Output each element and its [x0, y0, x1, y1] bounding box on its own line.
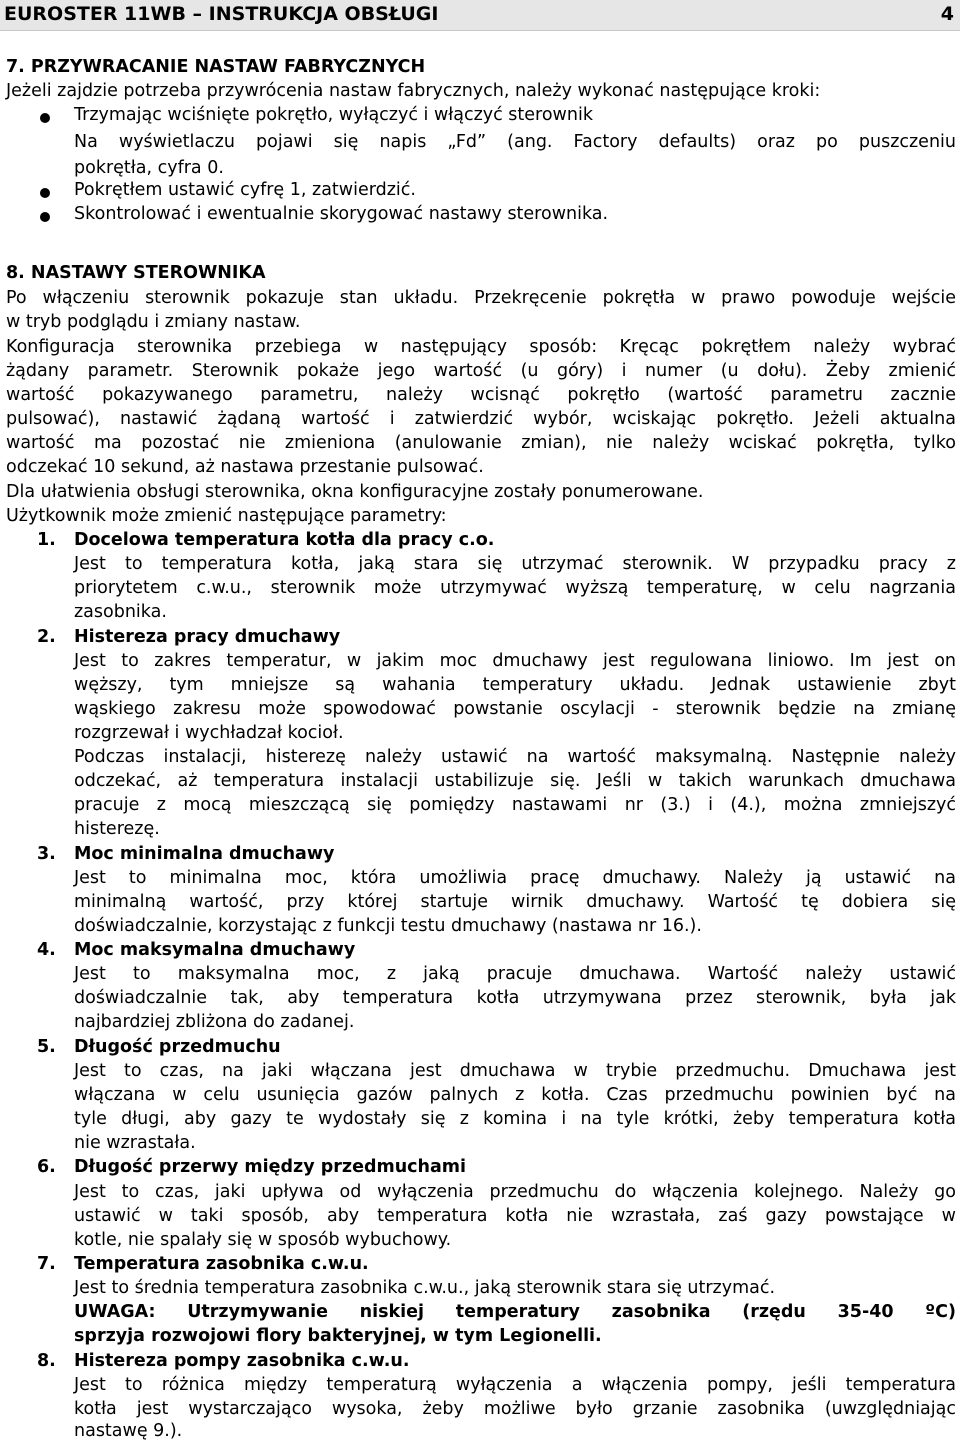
- item-number: 4.: [37, 940, 56, 960]
- section-7-intro: Jeżeli zajdzie potrzeba przywrócenia nastaw fabrycznych, należy wykonać następujące kroki:: [6, 81, 821, 101]
- item-title: Moc minimalna dmuchawy: [74, 844, 335, 864]
- item-text: doświadczalnie tak, aby temperatura kotła utrzymywana przez sterownik, była jak: [74, 988, 956, 1008]
- item-title: Temperatura zasobnika c.w.u.: [74, 1254, 369, 1274]
- item-title: Moc maksymalna dmuchawy: [74, 940, 356, 960]
- item-number: 3.: [37, 844, 56, 864]
- bullet-dot: [40, 113, 50, 123]
- page-header: [0, 0, 960, 31]
- paragraph: Użytkownik może zmienić następujące parametry:: [6, 506, 447, 526]
- document-title: EUROSTER 11WB – INSTRUKCJA OBSŁUGI: [4, 3, 439, 25]
- item-text: najbardziej zbliżona do zadanej.: [74, 1012, 355, 1032]
- bullet-dot: [40, 212, 50, 222]
- item-text: doświadczalnie, korzystając z funkcji testu dmuchawy (nastawa nr 16.).: [74, 916, 702, 936]
- item-text: Jest to różnica między temperaturą wyłączenia a włączenia pompy, jeśli temperatura: [74, 1375, 956, 1395]
- item-text: Jest to zakres temperatur, w jakim moc dmuchawy jest regulowana liniowo. Im jest on: [74, 651, 956, 671]
- item-text: kotle, nie spalały się w sposób wybuchowy.: [74, 1230, 452, 1250]
- item-text: histerezę.: [74, 819, 160, 839]
- step-1-continuation: pokrętła, cyfra 0.: [74, 158, 224, 178]
- item-text: priorytetem c.w.u., sterownik może utrzymywać wyższą temperaturę, w celu nagrzania: [74, 578, 956, 598]
- item-text: Jest to minimalna moc, która umożliwia pracę dmuchawy. Należy ją ustawić na: [74, 868, 956, 888]
- item-text: nie wzrastała.: [74, 1133, 196, 1153]
- step-1: Trzymając wciśnięte pokrętło, wyłączyć i włączyć sterownik: [74, 105, 593, 125]
- paragraph: Po włączeniu sterownik pokazuje stan układu. Przekręcenie pokrętła w prawo powoduje wejście: [6, 288, 956, 308]
- item-text: Podczas instalacji, histerezę należy ustawić na wartość maksymalną. Następnie należy: [74, 747, 956, 767]
- item-text: tyle długi, aby gazy te wydostały się z komina i na tyle krótki, żeby temperatura kotła: [74, 1109, 956, 1129]
- page-number: 4: [940, 3, 954, 25]
- item-text: kotła jest wystarczająco wysoka, żeby możliwe było grzanie zasobnika (uwzględniając: [74, 1399, 956, 1419]
- item-number: 5.: [37, 1037, 56, 1057]
- item-text: minimalną wartość, przy której startuje wirnik dmuchawy. Wartość tę dobiera się: [74, 892, 956, 912]
- item-text: Jest to temperatura kotła, jaką stara się utrzymać sterownik. W przypadku pracy z: [74, 554, 956, 574]
- item-title: Długość przerwy między przedmuchami: [74, 1157, 467, 1177]
- item-number: 1.: [37, 530, 56, 550]
- item-number: 6.: [37, 1157, 56, 1177]
- item-text: rozgrzewał i wychładzał kocioł.: [74, 723, 344, 743]
- item-text: włączana w celu usunięcia gazów palnych z kotła. Czas przedmuchu powinien być na: [74, 1085, 956, 1105]
- item-text: Jest to czas, na jaki włączana jest dmuchawa w trybie przedmuchu. Dmuchawa jest: [74, 1061, 956, 1081]
- item-text: odczekać, aż temperatura instalacji ustabilizuje się. Jeśli w takich warunkach dmuchawa: [74, 771, 956, 791]
- section-7-heading: 7. PRZYWRACANIE NASTAW FABRYCZNYCH: [6, 57, 426, 77]
- warning-text: sprzyja rozwojowi flory bakteryjnej, w tym Legionelli.: [74, 1326, 602, 1346]
- paragraph: Dla ułatwienia obsługi sterownika, okna konfiguracyjne zostały ponumerowane.: [6, 482, 704, 502]
- paragraph: wartość pokazywanego parametru, należy wcisnąć pokrętło (wartość parametru zacznie: [6, 385, 956, 405]
- item-number: 2.: [37, 627, 56, 647]
- step-2: Pokrętłem ustawić cyfrę 1, zatwierdzić.: [74, 180, 416, 200]
- step-3: Skontrolować i ewentualnie skorygować nastawy sterownika.: [74, 204, 609, 224]
- item-text: Jest to maksymalna moc, z jaką pracuje dmuchawa. Wartość należy ustawić: [74, 964, 956, 984]
- item-number: 7.: [37, 1254, 56, 1274]
- item-title: Docelowa temperatura kotła dla pracy c.o.: [74, 530, 495, 550]
- item-text: zasobnika.: [74, 602, 167, 622]
- paragraph: w tryb podglądu i zmiany nastaw.: [6, 312, 301, 332]
- item-number: 8.: [37, 1351, 56, 1371]
- paragraph: Konfiguracja sterownika przebiega w następujący sposób: Kręcąc pokrętłem należy wybrać: [6, 337, 956, 357]
- paragraph: żądany parametr. Sterownik pokaże jego wartość (u góry) i numer (u dołu). Żeby zmienić: [6, 361, 956, 381]
- paragraph: wartość ma pozostać nie zmieniona (anulowanie zmian), nie należy wciskać pokrętła, tylko: [6, 433, 956, 453]
- item-text: Jest to średnia temperatura zasobnika c.w.u., jaką sterownik stara się utrzymać.: [74, 1278, 776, 1298]
- paragraph: pulsować), nastawić żądaną wartość i zatwierdzić wybór, wciskając pokrętło. Jeżeli aktualna: [6, 409, 956, 429]
- bullet-dot: [40, 188, 50, 198]
- item-text: ustawić w taki sposób, aby temperatura kotła nie wzrastała, zaś gazy powstające w: [74, 1206, 956, 1226]
- item-text: pracuje z mocą mieszczącą się pomiędzy nastawami nr (3.) i (4.), można zmniejszyć: [74, 795, 956, 815]
- section-8-heading: 8. NASTAWY STEROWNIKA: [6, 263, 266, 283]
- step-1-continuation: Na wyświetlaczu pojawi się napis „Fd” (ang. Factory defaults) oraz po puszczeniu: [74, 132, 956, 152]
- item-text: węższy, tym mniejsze są wahania temperatury układu. Jednak ustawienie zbyt: [74, 675, 956, 695]
- item-text: Jest to czas, jaki upływa od wyłączenia przedmuchu do włączenia kolejnego. Należy go: [74, 1182, 956, 1202]
- item-title: Histereza pompy zasobnika c.w.u.: [74, 1351, 410, 1371]
- item-title: Długość przedmuchu: [74, 1037, 281, 1057]
- item-title: Histereza pracy dmuchawy: [74, 627, 341, 647]
- item-text: wąskiego zakresu może spowodować powstanie oscylacji - sterownik będzie na zmianę: [74, 699, 956, 719]
- item-text: nastawę 9.).: [74, 1421, 183, 1441]
- warning-text: UWAGA: Utrzymywanie niskiej temperatury zasobnika (rzędu 35-40 ºC): [74, 1302, 956, 1322]
- paragraph: odczekać 10 sekund, aż nastawa przestanie pulsować.: [6, 457, 484, 477]
